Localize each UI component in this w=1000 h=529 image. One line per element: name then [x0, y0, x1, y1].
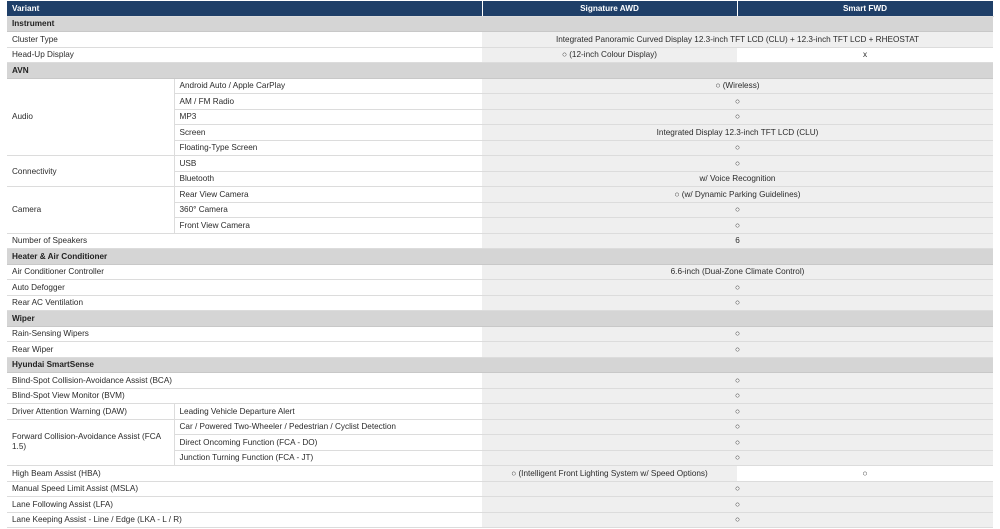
- row-label: Screen: [174, 125, 482, 141]
- table-row: [7, 481, 993, 497]
- table-row: [7, 326, 993, 342]
- spec-table: [7, 1, 994, 528]
- row-value: ○ (w/ Dynamic Parking Guidelines): [482, 187, 993, 203]
- row-value: ○: [482, 326, 993, 342]
- table-row: [7, 512, 993, 528]
- row-value: ○: [482, 218, 993, 234]
- row-value-smart: x: [737, 47, 993, 63]
- row-label: Rear AC Ventilation: [7, 295, 482, 311]
- table-row: [7, 156, 993, 172]
- table-row: [7, 342, 993, 358]
- row-value: ○: [482, 497, 993, 513]
- row-label: Rear Wiper: [7, 342, 482, 358]
- table-row: [7, 419, 993, 435]
- table-row: [7, 264, 993, 280]
- row-value: ○: [482, 404, 993, 420]
- group-label: Audio: [7, 78, 174, 156]
- header-variant: Variant: [7, 1, 482, 16]
- row-label: Head-Up Display: [7, 47, 482, 63]
- row-value: ○: [482, 450, 993, 466]
- row-label: Blind-Spot View Monitor (BVM): [7, 388, 482, 404]
- row-value: ○: [482, 481, 993, 497]
- row-label: Number of Speakers: [7, 233, 482, 249]
- row-value: ○ (Wireless): [482, 78, 993, 94]
- row-value: ○: [482, 156, 993, 172]
- table-row: [7, 187, 993, 203]
- table-row: [7, 280, 993, 296]
- row-value: ○: [482, 512, 993, 528]
- row-label: Manual Speed Limit Assist (MSLA): [7, 481, 482, 497]
- row-label: Direct Oncoming Function (FCA - DO): [174, 435, 482, 451]
- table-row: [7, 233, 993, 249]
- row-value: ○: [482, 202, 993, 218]
- row-label: Rear View Camera: [174, 187, 482, 203]
- row-label: Air Conditioner Controller: [7, 264, 482, 280]
- section-instrument: Instrument: [7, 16, 993, 32]
- table-row: [7, 373, 993, 389]
- row-value: ○: [482, 295, 993, 311]
- section-row: [7, 249, 993, 265]
- section-avn: AVN: [7, 63, 993, 79]
- table-row: [7, 388, 993, 404]
- row-value-signature: ○ (12-inch Colour Display): [482, 47, 737, 63]
- header-smart-fwd: Smart FWD: [737, 1, 993, 16]
- table-row: [7, 466, 993, 482]
- table-header: [7, 1, 993, 16]
- row-label: Driver Attention Warning (DAW): [7, 404, 174, 420]
- row-value: ○: [482, 342, 993, 358]
- row-sublabel: Leading Vehicle Departure Alert: [174, 404, 482, 420]
- row-label: Floating-Type Screen: [174, 140, 482, 156]
- section-row: [7, 357, 993, 373]
- section-heater: Heater & Air Conditioner: [7, 249, 993, 265]
- row-value: Integrated Panoramic Curved Display 12.3-inch TFT LCD (CLU) + 12.3-inch TFT LCD + RHEOSTAT: [482, 32, 993, 48]
- row-value: w/ Voice Recognition: [482, 171, 993, 187]
- row-value: ○: [482, 109, 993, 125]
- row-label: Lane Keeping Assist - Line / Edge (LKA - L / R): [7, 512, 482, 528]
- table-row: [7, 295, 993, 311]
- row-value: ○: [482, 140, 993, 156]
- row-value: ○: [482, 280, 993, 296]
- row-value: ○: [482, 388, 993, 404]
- row-label: Front View Camera: [174, 218, 482, 234]
- row-value: ○: [482, 94, 993, 110]
- row-value: 6.6-inch (Dual-Zone Climate Control): [482, 264, 993, 280]
- row-label: AM / FM Radio: [174, 94, 482, 110]
- table-row: [7, 78, 993, 94]
- row-label: High Beam Assist (HBA): [7, 466, 482, 482]
- row-label: Car / Powered Two-Wheeler / Pedestrian / Cyclist Detection: [174, 419, 482, 435]
- row-value: ○: [482, 373, 993, 389]
- section-row: [7, 16, 993, 32]
- row-label: MP3: [174, 109, 482, 125]
- row-label: Lane Following Assist (LFA): [7, 497, 482, 513]
- row-value: Integrated Display 12.3-inch TFT LCD (CLU): [482, 125, 993, 141]
- row-value: ○: [482, 435, 993, 451]
- table-row: [7, 404, 993, 420]
- table-row: [7, 32, 993, 48]
- row-value: ○: [482, 419, 993, 435]
- group-label: Camera: [7, 187, 174, 234]
- row-label: Bluetooth: [174, 171, 482, 187]
- row-value-signature: ○ (Intelligent Front Lighting System w/ Speed Options): [482, 466, 737, 482]
- table-row: [7, 497, 993, 513]
- header-signature-awd: Signature AWD: [482, 1, 737, 16]
- table-row: [7, 47, 993, 63]
- row-label: Auto Defogger: [7, 280, 482, 296]
- row-label: 360° Camera: [174, 202, 482, 218]
- group-label: Forward Collision-Avoidance Assist (FCA 1.5): [7, 419, 174, 466]
- row-value-smart: ○: [737, 466, 993, 482]
- row-label: Cluster Type: [7, 32, 482, 48]
- section-wiper: Wiper: [7, 311, 993, 327]
- row-value: 6: [482, 233, 993, 249]
- group-label: Connectivity: [7, 156, 174, 187]
- row-label: Junction Turning Function (FCA - JT): [174, 450, 482, 466]
- section-row: [7, 63, 993, 79]
- row-label: USB: [174, 156, 482, 172]
- row-label: Android Auto / Apple CarPlay: [174, 78, 482, 94]
- row-label: Blind-Spot Collision-Avoidance Assist (BCA): [7, 373, 482, 389]
- section-smartsense: Hyundai SmartSense: [7, 357, 993, 373]
- section-row: [7, 311, 993, 327]
- row-label: Rain-Sensing Wipers: [7, 326, 482, 342]
